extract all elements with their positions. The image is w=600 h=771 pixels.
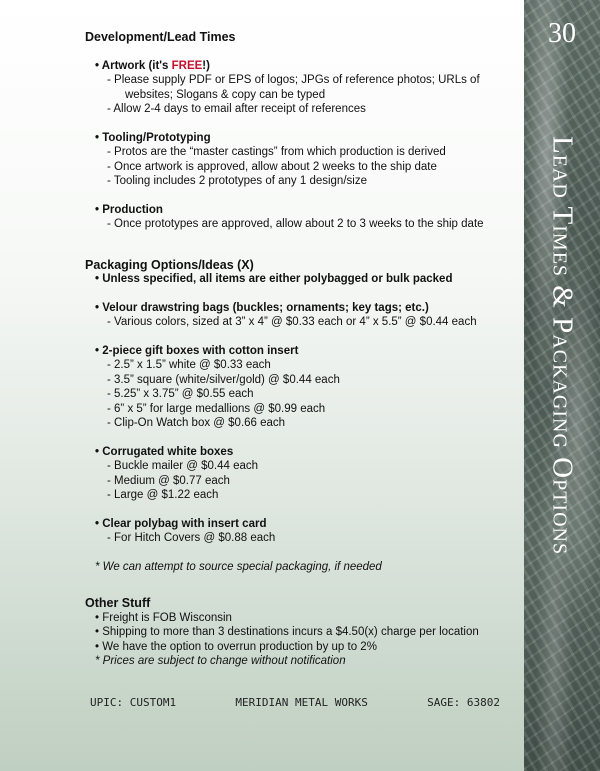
corrugated-item: - Medium @ $0.77 each — [107, 474, 230, 487]
content — [85, 30, 515, 669]
other-item: • We have the option to overrun production by up to 2% — [95, 640, 515, 655]
other-section — [95, 611, 515, 669]
artwork-item: - Allow 2-4 days to email after receipt of references — [107, 103, 366, 115]
artwork-item: - Please supply PDF or EPS of logos; JPGs of reference photos; URLs of — [107, 74, 480, 86]
prices-note: * Prices are subject to change without notification — [95, 655, 346, 667]
dev-heading: Development/Lead Times — [85, 30, 236, 44]
side-title: Lead Times & Packaging Options — [546, 136, 579, 556]
corrugated-item: - Buckle mailer @ $0.44 each — [107, 460, 259, 472]
footer-upic: UPIC: CUSTOM1 — [90, 696, 177, 709]
production-section — [95, 203, 515, 232]
tooling-title: • Tooling/Prototyping — [95, 131, 515, 146]
gift-item: - 5.25” x 3.75” @ $0.55 each — [107, 388, 254, 400]
other-item: • Freight is FOB Wisconsin — [95, 611, 515, 626]
footer — [90, 696, 500, 709]
tooling-section — [95, 131, 515, 189]
packaging-section — [95, 272, 515, 574]
velour-item: - Various colors, sized at 3” x 4” @ $0.33 each or 4” x 5.5” @ $0.44 each — [107, 316, 477, 328]
gift-item: - Clip-On Watch box @ $0.66 each — [107, 417, 286, 429]
tooling-item: - Once artwork is approved, allow about 2 weeks to the ship date — [107, 160, 437, 173]
artwork-item: websites; Slogans & copy can be typed — [125, 88, 326, 101]
production-title: • Production — [95, 203, 515, 218]
other-heading: Other Stuff — [85, 596, 151, 610]
footer-company: MERIDIAN METAL WORKS — [235, 696, 368, 709]
packaging-note: * We can attempt to source special packaging, if needed — [95, 560, 382, 573]
page-number: 30 — [548, 18, 576, 49]
footer-sage: SAGE: 63802 — [427, 696, 500, 709]
artwork-title: • Artwork (it's FREE!) — [95, 59, 515, 74]
polybag-item: - For Hitch Covers @ $0.88 each — [107, 532, 276, 544]
tooling-item: - Tooling includes 2 prototypes of any 1 design/size — [107, 175, 367, 187]
artwork-section — [95, 59, 515, 117]
polybag-title: • Clear polybag with insert card — [95, 517, 515, 532]
sidebar — [524, 0, 600, 771]
other-item: • Shipping to more than 3 destinations incurs a $4.50(x) charge per location — [95, 625, 515, 640]
corrugated-title: • Corrugated white boxes — [95, 445, 515, 460]
gift-item: - 3.5” square (white/silver/gold) @ $0.44 each — [107, 373, 340, 386]
corrugated-item: - Large @ $1.22 each — [107, 489, 219, 501]
packaging-heading: Packaging Options/Ideas (X) — [85, 257, 254, 272]
velour-title: • Velour drawstring bags (buckles; ornaments; key tags; etc.) — [95, 301, 515, 316]
production-item: - Once prototypes are approved, allow about 2 to 3 weeks to the ship date — [107, 218, 484, 230]
gift-item: - 2.5” x 1.5” white @ $0.33 each — [107, 359, 271, 371]
gift-item: - 6” x 5” for large medallions @ $0.99 each — [107, 402, 326, 415]
gift-title: • 2-piece gift boxes with cotton insert — [95, 344, 515, 359]
unless-note: • Unless specified, all items are either polybagged or bulk packed — [95, 272, 515, 287]
tooling-item: - Protos are the “master castings” from which production is derived — [107, 146, 446, 158]
free-label: FREE — [171, 59, 203, 72]
